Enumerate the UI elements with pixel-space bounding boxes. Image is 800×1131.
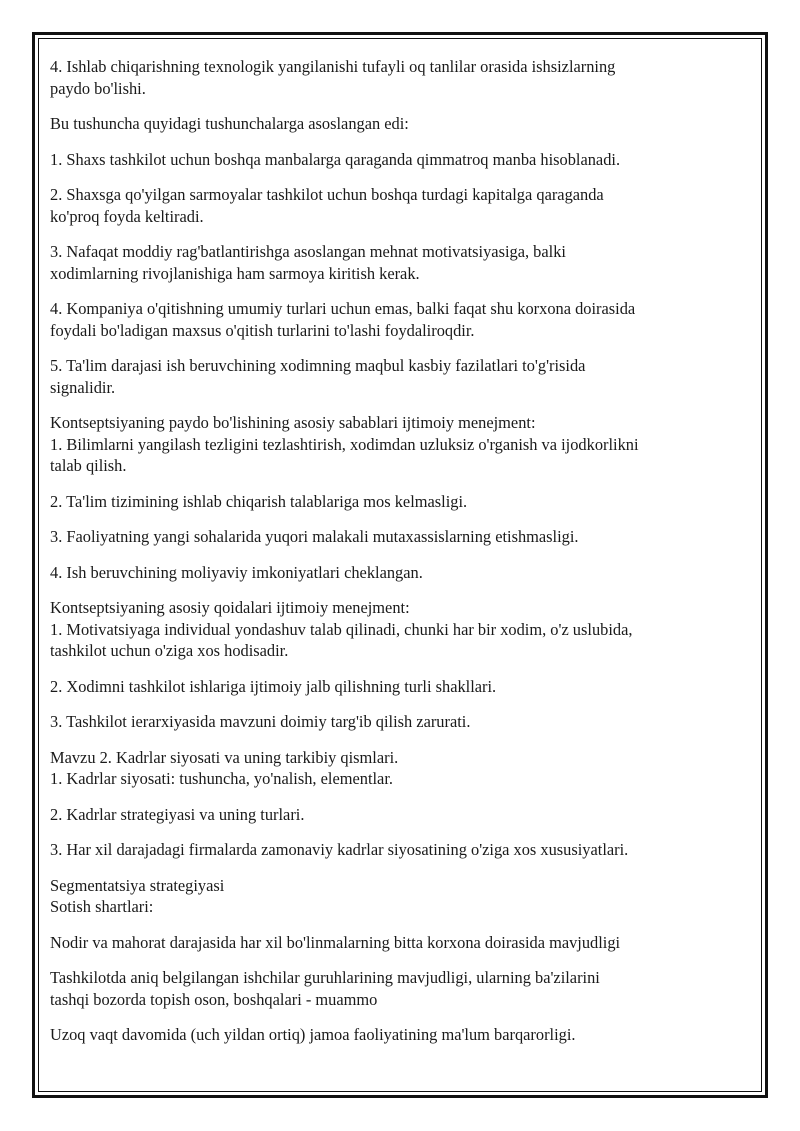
text-line: 1. Motivatsiyaga individual yondashuv talab qilinadi, chunki har bir xodim, o'z uslubida, [50, 619, 633, 639]
text-line: Kontseptsiyaning asosiy qoidalari ijtimoiy menejment: [50, 598, 410, 617]
text-line: 2. Kadrlar strategiyasi va uning turlari. [50, 804, 305, 824]
text-line: 4. Ish beruvchining moliyaviy imkoniyatlari cheklangan. [50, 562, 423, 582]
text-line: tashqi bozorda topish oson, boshqalari - muammo [50, 989, 378, 1009]
text-line: Segmentatsiya strategiyasi [50, 875, 225, 895]
paragraph [50, 839, 730, 861]
paragraph [50, 56, 730, 99]
text-line: 3. Tashkilot ierarxiyasida mavzuni doimiy targ'ib qilish zarurati. [50, 712, 471, 731]
text-line: Sotish shartlari: [50, 897, 154, 916]
paragraph [50, 113, 730, 135]
paragraph [50, 875, 730, 918]
text-line: Kontseptsiyaning paydo bo'lishining asosiy sabablari ijtimoiy menejment: [50, 413, 536, 432]
paragraph [50, 967, 730, 1010]
text-line: Mavzu 2. Kadrlar siyosati va uning tarkibiy qismlari. [50, 747, 399, 767]
text-line: 2. Xodimni tashkilot ishlariga ijtimoiy jalb qilishning turli shakllari. [50, 676, 497, 696]
paragraph [50, 1024, 730, 1046]
paragraph [50, 804, 730, 826]
paragraph [50, 526, 730, 548]
text-line: signalidir. [50, 377, 116, 397]
paragraph [50, 491, 730, 513]
paragraph [50, 241, 730, 284]
text-line: Uzoq vaqt davomida (uch yildan ortiq) jamoa faoliyatining ma'lum barqarorligi. [50, 1025, 576, 1044]
page-border [32, 32, 768, 1098]
text-line: 2. Ta'lim tizimining ishlab chiqarish talablariga mos kelmasligi. [50, 491, 468, 511]
text-line: 1. Bilimlarni yangilash tezligini tezlashtirish, xodimdan uzluksiz o'rganish va ijodkorlikni [50, 434, 639, 454]
paragraph [50, 747, 730, 790]
text-line: 2. Shaxsga qo'yilgan sarmoyalar tashkilot uchun boshqa turdagi kapitalga qaraganda [50, 185, 604, 204]
text-line: 3. Faoliyatning yangi sohalarida yuqori malakali mutaxassislarning etishmasligi. [50, 527, 579, 546]
paragraph [50, 932, 730, 954]
text-line: 5. Ta'lim darajasi ish beruvchining xodimning maqbul kasbiy fazilatlari to'g'risida [50, 356, 586, 375]
text-line: 3. Nafaqat moddiy rag'batlantirishga asoslangan mehnat motivatsiyasiga, balki [50, 242, 566, 261]
text-line: 1. Shaxs tashkilot uchun boshqa manbalarga qaraganda qimmatroq manba hisoblanadi. [50, 149, 621, 169]
text-line: talab qilish. [50, 456, 127, 475]
paragraph [50, 149, 730, 171]
paragraph [50, 562, 730, 584]
text-line: Nodir va mahorat darajasida har xil bo'linmalarning bitta korxona doirasida mavjudligi [50, 932, 621, 952]
paragraph [50, 355, 730, 398]
text-line: tashkilot uchun o'ziga xos hodisadir. [50, 641, 289, 660]
paragraph [50, 597, 730, 662]
text-line: ko'proq foyda keltiradi. [50, 206, 204, 226]
paragraph [50, 676, 730, 698]
text-line: 1. Kadrlar siyosati: tushuncha, yo'nalish, elementlar. [50, 769, 393, 788]
paragraph [50, 711, 730, 733]
text-line: paydo bo'lishi. [50, 78, 146, 98]
text-line: Bu tushuncha quyidagi tushunchalarga asoslangan edi: [50, 114, 409, 133]
text-line: foydali bo'ladigan maxsus o'qitish turlarini to'lashi foydaliroqdir. [50, 320, 475, 340]
paragraph [50, 184, 730, 227]
paragraph [50, 412, 730, 477]
text-line: 3. Har xil darajadagi firmalarda zamonaviy kadrlar siyosatining o'ziga xos xususiyatlari. [50, 840, 629, 859]
text-line: 4. Ishlab chiqarishning texnologik yangilanishi tufayli oq tanlilar orasida ishsizlarning [50, 57, 616, 76]
document-body [50, 56, 730, 1060]
paragraph [50, 298, 730, 341]
text-line: xodimlarning rivojlanishiga ham sarmoya kiritish kerak. [50, 263, 420, 283]
text-line: 4. Kompaniya o'qitishning umumiy turlari uchun emas, balki faqat shu korxona doirasida [50, 299, 636, 318]
text-line: Tashkilotda aniq belgilangan ishchilar guruhlarining mavjudligi, ularning ba'zilarini [50, 968, 600, 987]
